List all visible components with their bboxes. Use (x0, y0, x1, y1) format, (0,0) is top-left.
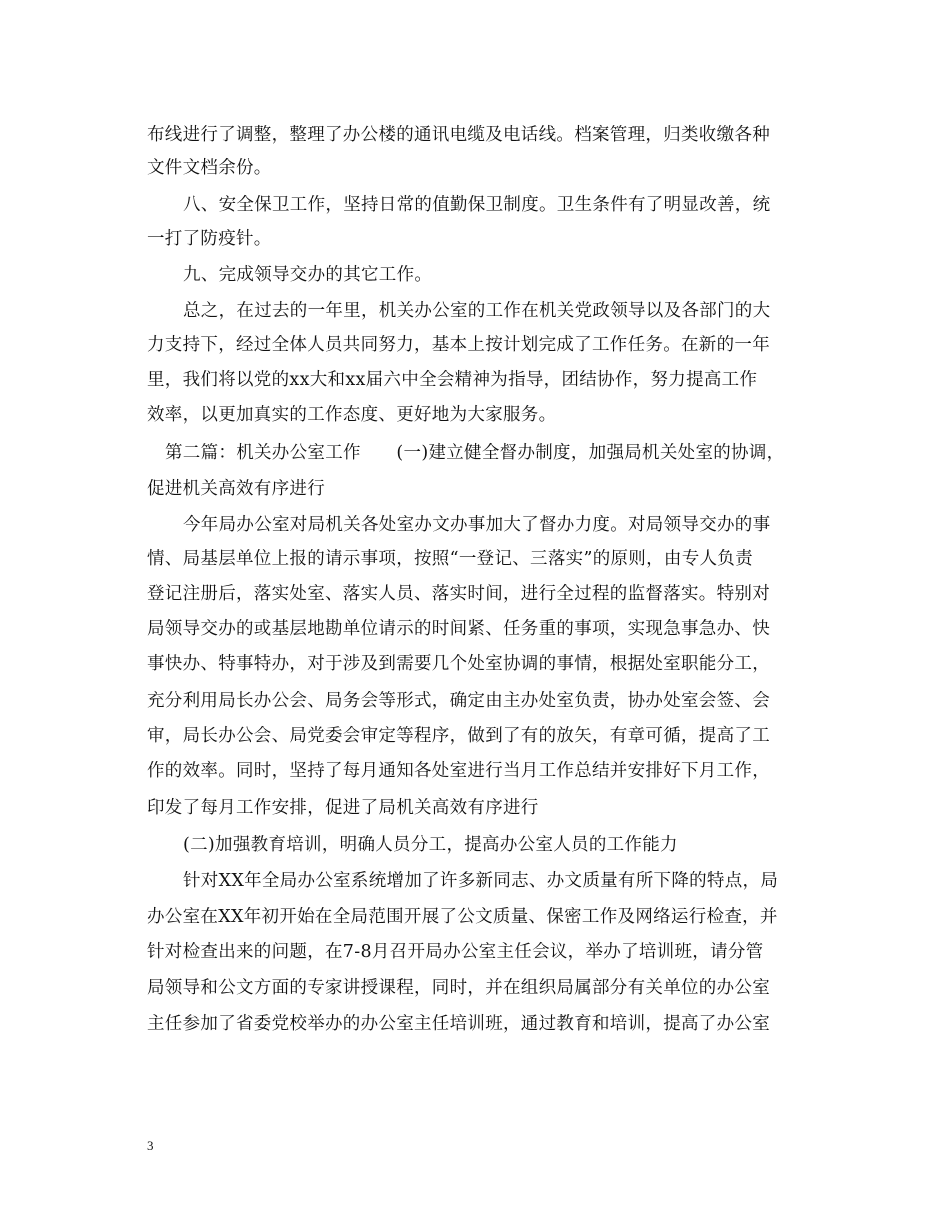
text-line: 文件文档余份。 (147, 158, 272, 178)
text-line: 效率，以更加真实的工作态度、更好地为大家服务。 (147, 405, 557, 425)
text-line: 情、局基层单位上报的请示事项，按照“一登记、三落实”的原则，由专人负责 (147, 549, 753, 569)
section-heading: 第二篇：机关办公室工作 (一)建立健全督办制度，加强局机关处室的协调， (165, 443, 785, 463)
text-line: 总之，在过去的一年里，机关办公室的工作在机关党政领导以及各部门的大 (183, 301, 771, 321)
text-line: 九、完成领导交办的其它工作。 (183, 265, 433, 285)
text-line: 局领导交办的或基层地勘单位请示的时间紧、任务重的事项，实现急事急办、快 (147, 619, 770, 639)
text-line: 作的效率。同时，坚持了每月通知各处室进行当月工作总结并安排好下月工作， (147, 761, 770, 781)
text-line: 事快办、特事特办，对于涉及到需要几个处室协调的事情，根据处室职能分工， (147, 654, 770, 674)
subheading: (二)加强教育培训，明确人员分工，提高办公室人员的工作能力 (183, 835, 678, 855)
text-line: 针对XX年全局办公室系统增加了许多新同志、办文质量有所下降的特点，局 (183, 871, 779, 891)
section-heading-continued: 促进机关高效有序进行 (147, 479, 325, 499)
text-line: 八、安全保卫工作，坚持日常的值勤保卫制度。卫生条件有了明显改善，统 (183, 195, 771, 215)
text-line: 力支持下，经过全体人员共同努力，基本上按计划完成了工作任务。在新的一年 (147, 335, 770, 355)
text-line: 审，局长办公会、局党委会审定等程序，做到了有的放矢，有章可循，提高了工 (147, 726, 770, 746)
text-line: 充分利用局长办公会、局务会等形式，确定由主办处室负责，协办处室会签、会 (147, 691, 770, 711)
text-line: 主任参加了省委党校举办的办公室主任培训班，通过教育和培训，提高了办公室 (147, 1014, 770, 1034)
text-line: 印发了每月工作安排，促进了局机关高效有序进行 (147, 798, 539, 818)
text-line: 布线进行了调整，整理了办公楼的通讯电缆及电话线。档案管理，归类收缴各种 (147, 125, 770, 145)
text-line: 针对检查出来的问题，在7-8月召开局办公室主任会议，举办了培训班，请分管 (147, 942, 764, 962)
text-line: 里，我们将以党的xx大和xx届六中全会精神为指导，团结协作，努力提高工作 (147, 370, 758, 390)
page-number: 3 (147, 1138, 154, 1153)
text-line: 登记注册后，落实处室、落实人员、落实时间，进行全过程的监督落实。特别对 (147, 584, 770, 604)
text-line: 办公室在XX年初开始在全局范围开展了公文质量、保密工作及网络运行检查，并 (147, 907, 778, 927)
text-line: 一打了防疫针。 (147, 229, 272, 249)
text-line: 局领导和公文方面的专家讲授课程，同时，并在组织局属部分有关单位的办公室 (147, 978, 770, 998)
text-line: 今年局办公室对局机关各处室办文办事加大了督办力度。对局领导交办的事 (183, 515, 771, 535)
